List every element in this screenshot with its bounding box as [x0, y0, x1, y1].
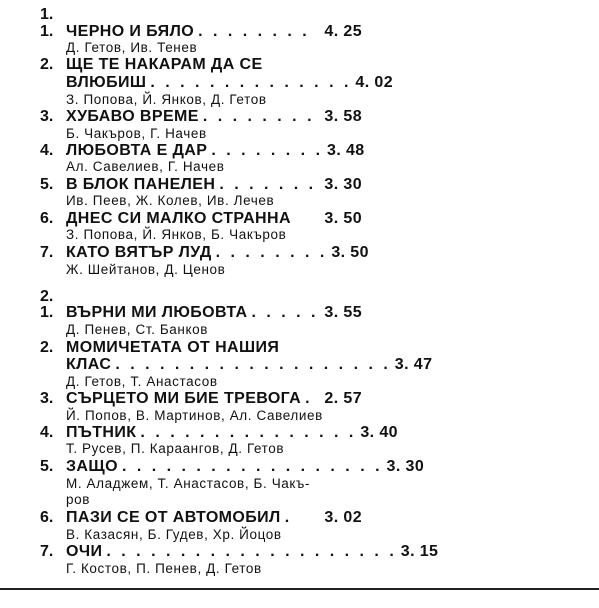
track-duration: 3. 50: [331, 244, 369, 261]
track-number: 6.: [40, 210, 54, 227]
track-title-row: [66, 543, 439, 561]
dot-leader: . . . . . . . . . . . . . . . . . . . .: [106, 543, 397, 560]
track-title: ОЧИ: [66, 543, 103, 560]
track-duration: 3. 47: [394, 356, 433, 373]
track-credits: Г. Костов, П. Пенев, Д. Гетов: [66, 561, 262, 576]
track-credits: Д. Пенев, Ст. Банков: [66, 322, 208, 337]
dot-leader: . . . . . . . . . . . . . . . . . . .: [115, 356, 391, 373]
track-title: СЪРЦЕТО МИ БИЕ ТРЕВОГА: [66, 390, 302, 407]
track-credits: Ж. Шейтанов, Д. Ценов: [66, 262, 226, 277]
track-title: ХУБАВО ВРЕМЕ: [66, 108, 199, 125]
track-duration: 4. 25: [324, 23, 362, 40]
track-title: ВЪРНИ МИ ЛЮБОВТА: [66, 304, 248, 321]
track-credits: В. Казасян, Б. Гудев, Хр. Йоцов: [66, 527, 282, 542]
track-title: ЩЕ ТЕ НАКАРАМ ДА СЕ: [66, 56, 263, 73]
track-title: МОМИЧЕТАТА ОТ НАШИЯ: [66, 339, 280, 356]
track-duration: 3. 58: [324, 108, 362, 125]
track-number: 1.: [40, 23, 54, 40]
track-title: ДНЕС СИ МАЛКО СТРАННА: [66, 210, 291, 227]
track-title-row: [66, 356, 433, 374]
dot-leader: . . . . . . .: [219, 176, 317, 193]
track-number: 5.: [40, 176, 54, 193]
track-title-row: [66, 23, 362, 41]
track-duration: 3. 15: [400, 543, 439, 560]
dot-leader: .: [284, 509, 293, 526]
track-number: 5.: [40, 458, 54, 475]
dot-leader: .: [305, 390, 313, 407]
dot-leader: . . . . . . . .: [202, 108, 315, 125]
dot-leader: . . . . . . . .: [211, 142, 324, 159]
track-number: 7.: [40, 543, 54, 560]
track-number: 3.: [40, 108, 54, 125]
track-title-row: [66, 244, 369, 262]
track-title-row: [66, 108, 362, 126]
track-title: ЧЕРНО И БЯЛО: [66, 23, 195, 40]
track-title: ЗАЩО: [66, 458, 118, 475]
track-credits: Т. Русев, П. Караангов, Д. Гетов: [66, 441, 285, 456]
track-duration: 3. 02: [324, 509, 362, 526]
track-number: 3.: [40, 390, 54, 407]
track-credits: Й. Попов, В. Мартинов, Ал. Савелиев: [66, 408, 323, 423]
track-title-continued: КЛАС: [66, 356, 112, 373]
track-title: В БЛОК ПАНЕЛЕН: [66, 176, 216, 193]
track-credits: Ал. Савелиев, Г. Начев: [66, 159, 225, 174]
side-1-label: 1.: [40, 6, 54, 23]
track-number: 6.: [40, 509, 54, 526]
track-credits-continued: ров: [66, 492, 90, 507]
track-title: ЛЮБОВТА Е ДАР: [66, 142, 208, 159]
track-title-row: [66, 210, 362, 228]
side-2-label: 2.: [40, 288, 54, 305]
track-title-row: [66, 142, 365, 160]
track-duration: 3. 48: [327, 142, 365, 159]
track-credits: Б. Чакъров, Г. Начев: [66, 126, 207, 141]
track-duration: 3. 55: [324, 304, 362, 321]
track-title-row: [66, 74, 393, 92]
track-number: 7.: [40, 244, 54, 261]
track-title-row: [66, 458, 425, 476]
track-duration: 3. 40: [360, 424, 398, 441]
dot-leader: . . . . .: [251, 304, 319, 321]
track-credits: Д. Гетов, Т. Анастасов: [66, 374, 218, 389]
track-title-row: [66, 390, 362, 408]
track-credits: М. Аладжем, Т. Анастасов, Б. Чакъ-: [66, 476, 311, 491]
track-number: 2.: [40, 56, 54, 73]
scan-edge-line: [0, 588, 599, 590]
track-duration: 2. 57: [324, 390, 362, 407]
track-duration: 3. 50: [324, 210, 362, 227]
track-duration: 4. 02: [355, 74, 393, 91]
dot-leader: . . . . . . . . . . . . . . .: [140, 424, 357, 441]
track-credits: З. Попова, Й. Янков, Б. Чакъров: [66, 227, 287, 242]
track-title: КАТО ВЯТЪР ЛУД: [66, 244, 212, 261]
dot-leader: . . . . . . . . . . . . . . . . . .: [121, 458, 383, 475]
track-number: 2.: [40, 339, 54, 356]
track-title: ПЪТНИК: [66, 424, 137, 441]
track-title-row: [66, 176, 362, 194]
track-duration: 3. 30: [324, 176, 362, 193]
track-credits: З. Попова, Й. Янков, Д. Гетов: [66, 92, 267, 107]
track-number: 4.: [40, 424, 54, 441]
dot-leader: . . . . . . . .: [215, 244, 328, 261]
track-title-row: [66, 424, 398, 442]
track-number: 4.: [40, 142, 54, 159]
track-number: 1.: [40, 304, 54, 321]
dot-leader: . . . . . . . . . . . . . .: [150, 74, 352, 91]
track-credits: Ив. Пеев, Ж. Колев, Ив. Лечев: [66, 193, 275, 208]
track-title-row: [66, 304, 362, 322]
track-duration: 3. 30: [386, 458, 425, 475]
track-title-row: [66, 509, 362, 527]
dot-leader: . . . . . . . .: [198, 23, 310, 40]
track-title: ПАЗИ СЕ ОТ АВТОМОБИЛ: [66, 509, 281, 526]
track-title-continued: ВЛЮБИШ: [66, 74, 147, 91]
track-credits: Д. Гетов, Ив. Тенев: [66, 40, 198, 55]
